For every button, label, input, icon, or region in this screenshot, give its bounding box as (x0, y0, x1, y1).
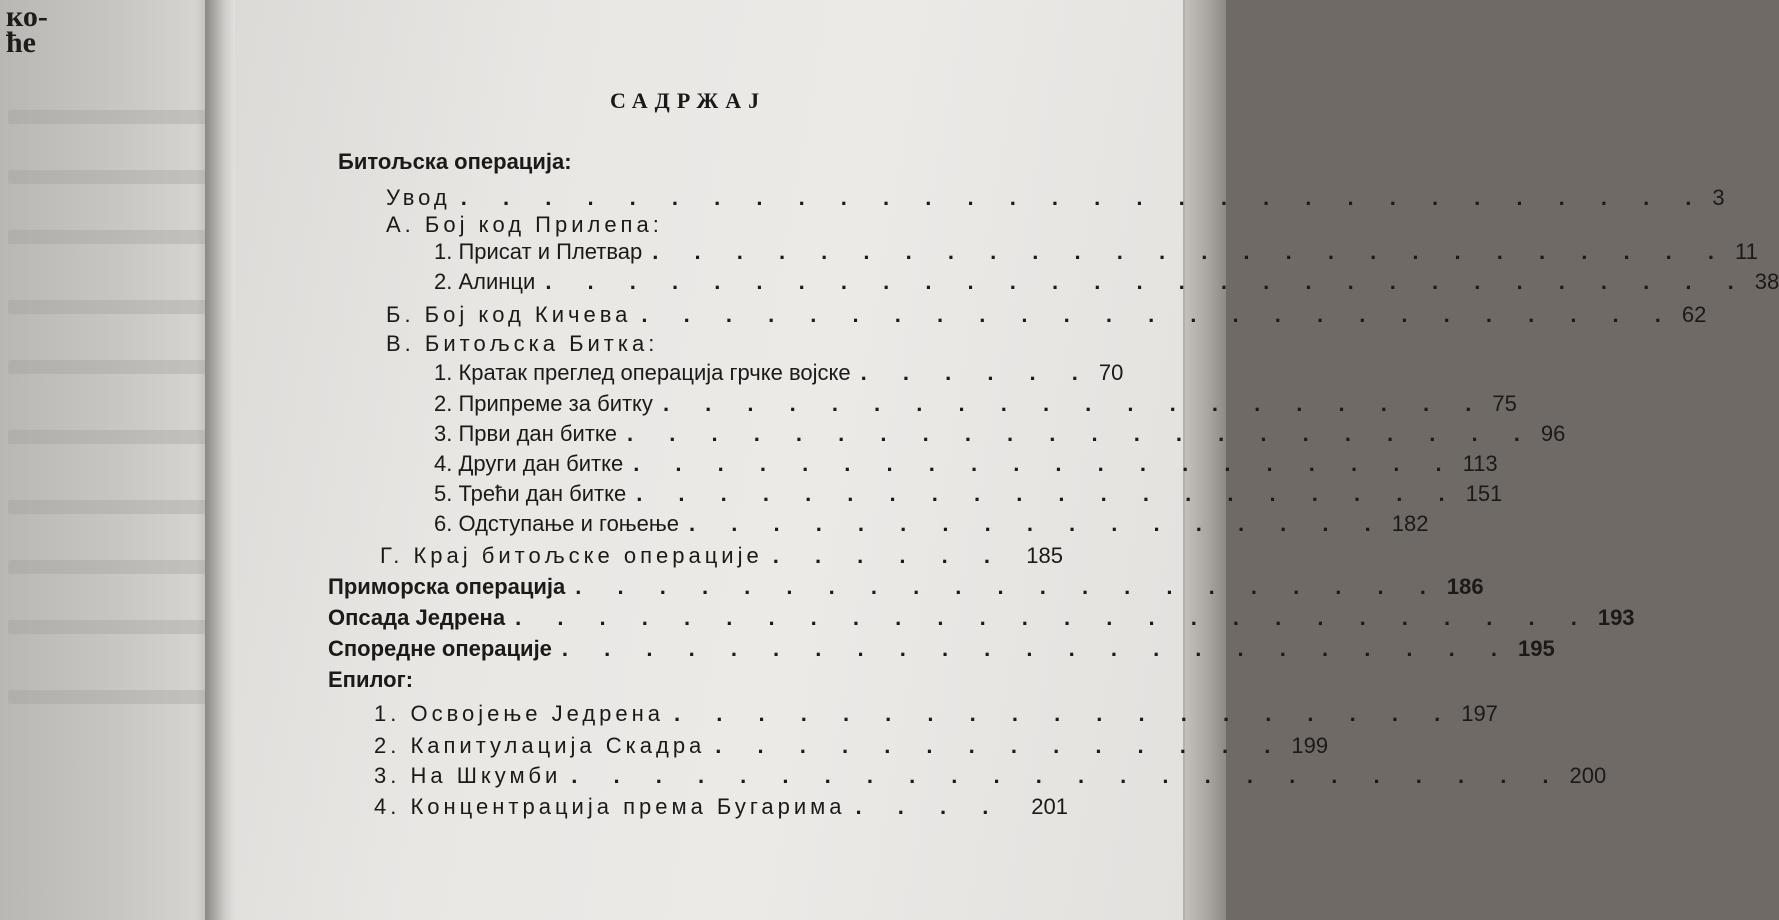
toc-entry (434, 448, 1498, 480)
toc-title: САДРЖАЈ (610, 88, 767, 113)
toc-subheading (386, 328, 658, 360)
toc-page-number: 195 (1517, 636, 1555, 661)
toc-label: Б. Бој код Кичева (386, 302, 632, 327)
toc-label: 6. Одступање и гоњење (434, 511, 680, 536)
leader-dots: . . . . . . . . . . . . . . . . . . . . . . . (561, 636, 1512, 661)
toc-page-number: 201 (1031, 794, 1068, 819)
leader-dots: . . . . . . . . . . . . . . . . . . . . (636, 481, 1460, 506)
toc-entry (386, 299, 1707, 331)
toc-page-number: 96 (1540, 421, 1566, 446)
leader-dots: . . . . . . . . . . . . . . . . . . . . (633, 451, 1457, 476)
book-gutter (205, 0, 235, 920)
toc-entry (434, 236, 1758, 268)
bleed-through-line (8, 560, 208, 574)
toc-page-number: 186 (1446, 574, 1484, 599)
left-page (0, 0, 222, 920)
toc-page-number: 199 (1291, 733, 1329, 758)
toc-entry (434, 266, 1779, 298)
toc-entry (328, 602, 1635, 634)
leader-dots: . . . . . . . . . . . . . . . . . (689, 511, 1386, 536)
toc-label: 2. Припреме за битку (434, 391, 653, 416)
toc-page-number: 62 (1681, 302, 1707, 327)
toc-entry (328, 571, 1484, 603)
toc-entry (434, 478, 1503, 510)
bleed-through-line (8, 230, 208, 244)
toc-label: 4. Други дан битке (434, 451, 624, 476)
toc-page-number: 197 (1461, 701, 1498, 726)
leader-dots: . . . . . . . . . . . . . . . . . . . . . . . . . . . . . . (460, 185, 1707, 210)
toc-label: 4. Концентрација према Бугарима (374, 794, 846, 819)
bleed-through-line (8, 690, 208, 704)
toc-page-number: 200 (1569, 763, 1607, 788)
toc-page-number: 113 (1462, 451, 1498, 476)
toc-label: 2. Капитулација Скадра (374, 733, 706, 758)
toc-label: 1. Освојење Једрена (374, 701, 665, 726)
toc-page-number: 38 (1754, 269, 1779, 294)
toc-label: 5. Трећи дан битке (434, 481, 627, 506)
toc-entry (374, 698, 1498, 730)
bleed-through-line (8, 170, 208, 184)
toc-entry (434, 508, 1429, 540)
leader-dots: . . . . . . (860, 360, 1093, 385)
toc-heading (338, 146, 572, 178)
toc-label: 3. Први дан битке (434, 421, 618, 446)
toc-entry (328, 633, 1555, 665)
leader-dots: . . . . . . . . . . . . . . . . . . . . . (575, 574, 1441, 599)
toc-label: Битољска операција: (338, 149, 572, 174)
bleed-through-line (8, 620, 208, 634)
toc-label: 3. На Шкумби (374, 763, 562, 788)
bleed-through-line (8, 300, 208, 314)
leader-dots: . . . . . . . . . . . . . . . . . . . . . . (627, 421, 1535, 446)
leader-dots: . . . . . . . . . . . . . . . . . . . . . . . . (571, 763, 1564, 788)
toc-label: Споредне операције (328, 636, 552, 661)
toc-label: В. Битољска Битка: (386, 331, 659, 356)
leader-dots: . . . . . . . . . . . . . . (715, 733, 1286, 758)
toc-label: Опсада Једрена (328, 605, 506, 630)
toc-label: Г. Крај битољске операције (380, 543, 763, 568)
toc-page-number: 3 (1712, 185, 1725, 210)
toc-page-number: 151 (1465, 481, 1503, 506)
toc-label: 2. Алинци (434, 269, 536, 294)
toc-entry (434, 357, 1124, 389)
toc-label: 1. Кратак преглед операција грчке војске (434, 360, 851, 385)
leader-dots: . . . . . . . . . . . . . . . . . . . . (662, 391, 1487, 416)
toc-page-number: 11 (1735, 239, 1758, 264)
toc-entry (374, 791, 1068, 823)
leader-dots: . . . . . . . . . . . . . . . . . . . . . . . . . . (515, 605, 1592, 630)
bleed-through-line (8, 500, 208, 514)
bleed-through-line (8, 110, 208, 124)
toc-label: А. Бој код Прилепа: (386, 212, 663, 237)
bleed-through-line (8, 430, 208, 444)
toc-entry (380, 540, 1063, 572)
toc-entry (374, 760, 1607, 792)
toc-label: Приморска операција (328, 574, 566, 599)
left-page-fragment: ће (6, 26, 36, 59)
toc-entry (374, 730, 1329, 762)
toc-page-number: 70 (1098, 360, 1124, 385)
toc-page-number: 75 (1492, 391, 1517, 416)
toc-label: Епилог: (328, 667, 414, 692)
toc-label: Увод (386, 185, 451, 210)
leader-dots: . . . . . . . . . . . . . . . . . . . . . . . . . (641, 302, 1676, 327)
bleed-through-line (8, 360, 208, 374)
left-page-fragment: ко- (6, 0, 48, 33)
leader-dots: . . . . . . . . . . . . . . . . . . . (674, 701, 1456, 726)
leader-dots: . . . . (855, 794, 1004, 819)
leader-dots: . . . . . . . . . . . . . . . . . . . . . . . . . . . . . (545, 269, 1749, 294)
leader-dots: . . . . . . . . . . . . . . . . . . . . . . . . . . (652, 239, 1730, 264)
leader-dots: . . . . . . (772, 543, 1005, 568)
toc-page-number: 193 (1597, 605, 1635, 630)
toc-heading (328, 664, 413, 696)
toc-label: 1. Присат и Плетвар (434, 239, 643, 264)
toc-entry (434, 418, 1566, 450)
toc-page-number: 182 (1391, 511, 1429, 536)
toc-page-number: 185 (1026, 543, 1063, 568)
toc-entry (434, 388, 1517, 420)
